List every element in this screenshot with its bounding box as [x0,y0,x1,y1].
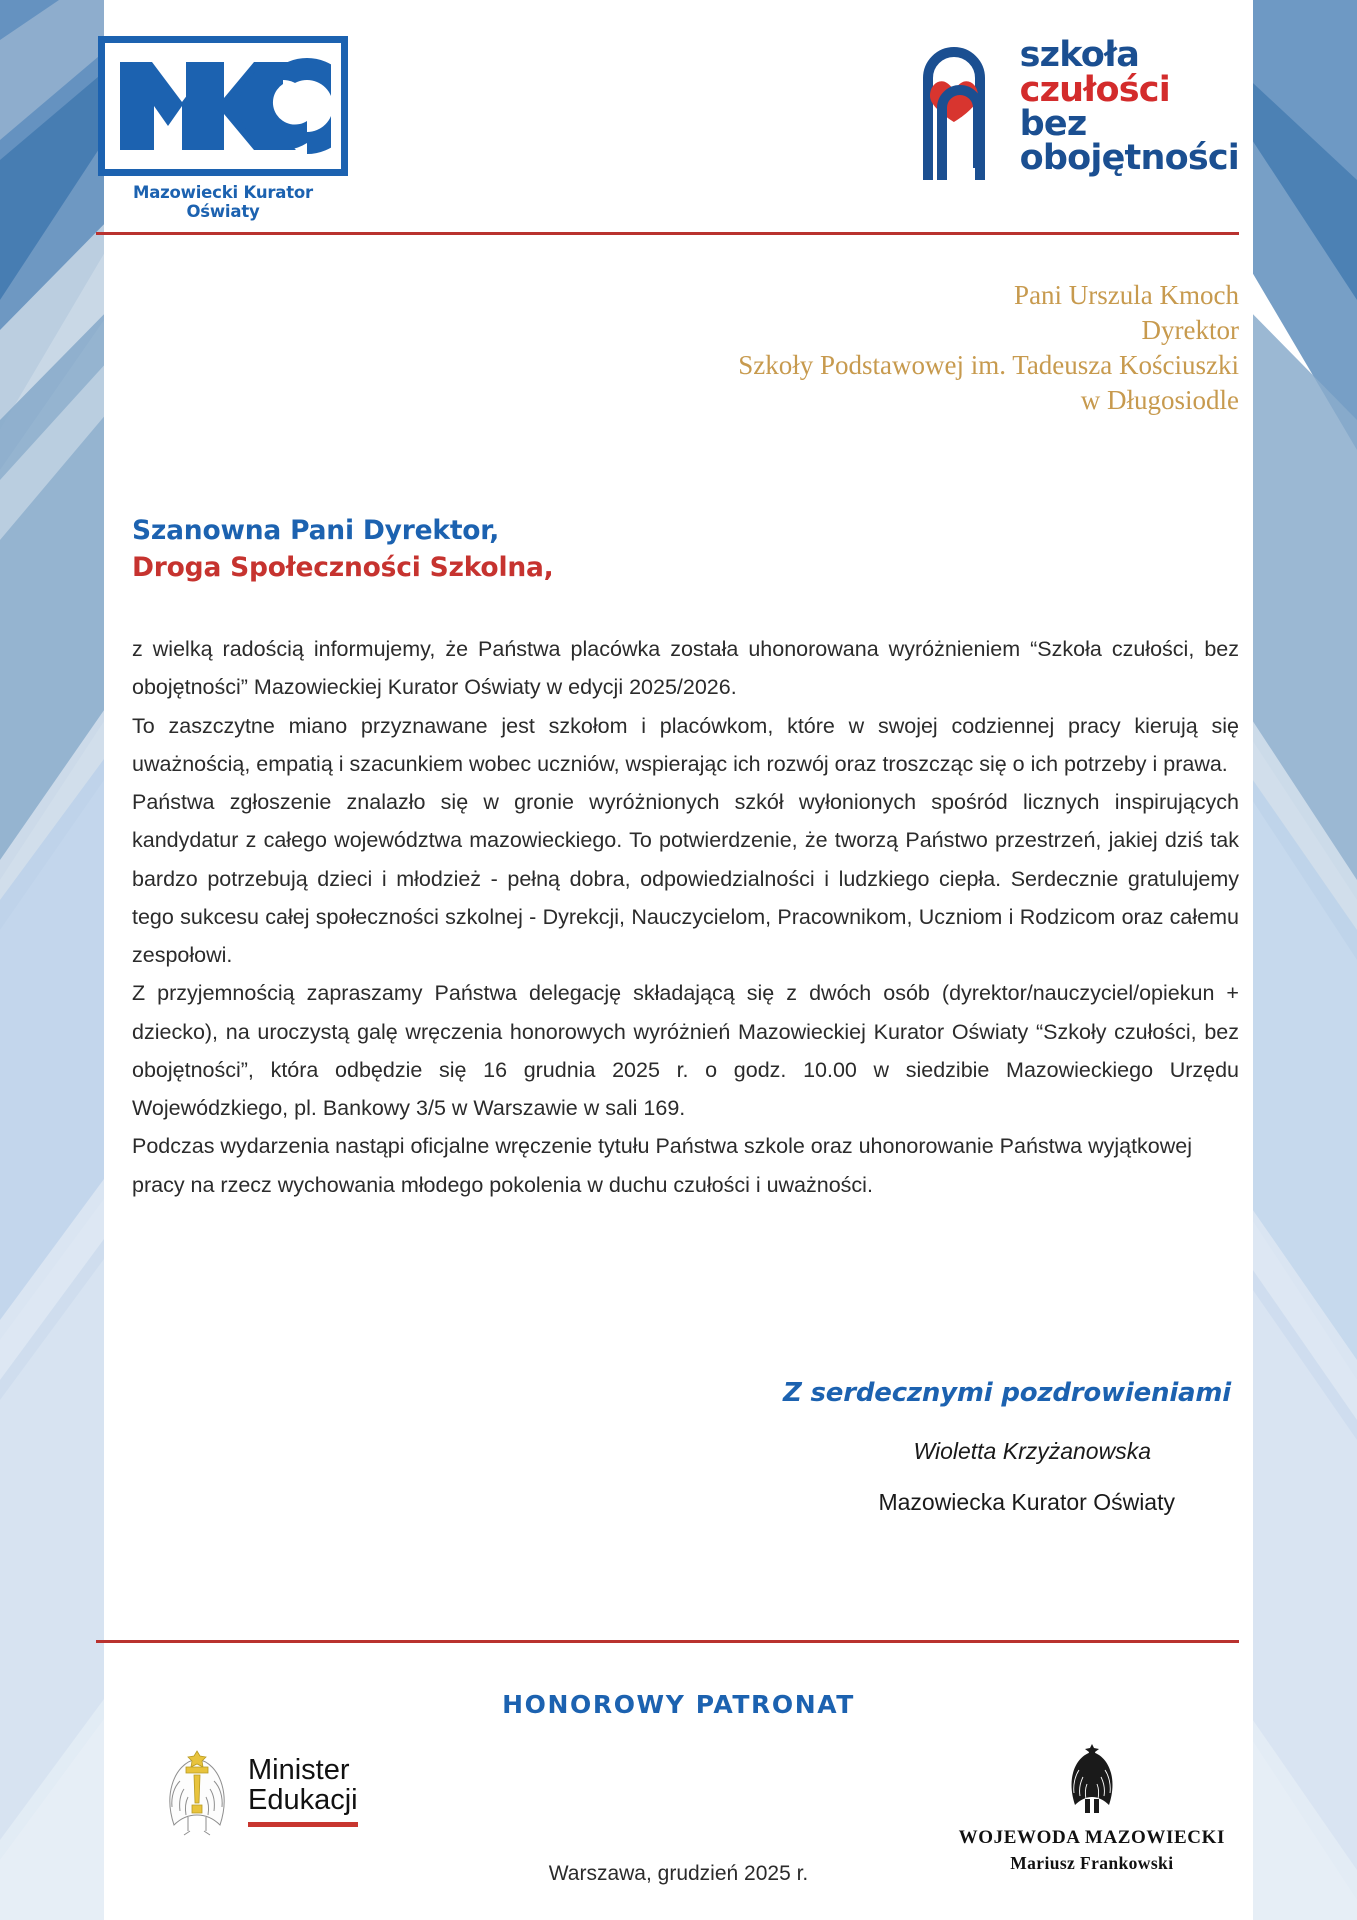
body-paragraph-5: Podczas wydarzenia nastąpi oficjalne wręczenie tytułu Państwa szkole oraz uhonorowanie Państwa wyjątkowej pracy na rzecz wychowania młodego pokolenia w duchu czułości i uważności. [132,1134,1193,1197]
salutation [132,512,554,586]
header-divider [96,232,1239,235]
address-line-4: w Długosiodle [1080,385,1239,416]
polish-eagle-emblem-icon [158,1745,236,1837]
address-line-3: Szkoły Podstawowej im. Tadeusza Kościuszki [738,350,1239,381]
campaign-logo-text [1019,35,1239,179]
sign-off: Z serdecznymi pozdrowieniami [783,1378,1231,1408]
closing-block [783,1378,1231,1516]
signature-name: Wioletta Krzyżanowska [913,1438,1151,1464]
mko-letters-icon [116,58,331,154]
patron-voivode [959,1742,1225,1874]
salutation-line-2: Droga Społeczności Szkolna, [132,552,554,584]
voivode-line-1: WOJEWODA MAZOWIECKI [958,1827,1225,1848]
decorative-band-left [0,0,118,1920]
minister-line-1: Minister [248,1753,350,1786]
footer-city: Warszawa, [548,1862,658,1885]
minister-line-2: Edukacji [248,1784,358,1816]
address-line-2: Dyrektor [1141,315,1239,346]
minister-wordmark [248,1755,358,1827]
letter-body [132,630,1239,1204]
body-paragraph-2: To zaszczytne miano przyznawane jest szkołom i placówkom, które w swojej codziennej pracy kierują się uważnością, empatią i szacunkiem wobec uczniów, wspierając ich rozwój oraz troszcząc się o ich potrzeby i prawa. [132,713,1239,776]
letterhead [98,22,1239,222]
salutation-line-1: Szanowna Pani Dyrektor, [132,515,500,546]
campaign-line-1: szkoła [1019,35,1140,76]
minister-accent-rule [248,1822,358,1827]
recipient-address [738,278,1239,418]
mko-logo-caption: Mazowiecki Kurator Oświaty [132,183,313,221]
paperclip-heart-icon [910,32,1006,182]
campaign-line-2: czułości [1019,69,1170,110]
mko-logo [98,36,368,221]
footer-date [118,1862,1239,1886]
decorative-band-right [1239,0,1357,1920]
body-paragraph-4: Z przyjemnością zapraszamy Państwa delegację składającą się z dwóch osób (dyrektor/nauczyciel/opiekun + dziecko), na uroczystą galę wręczenia honorowych wyróżnień Mazowieckiej Kurator Oświaty “Szkoły czułości, bez obojętności”, która odbędzie się 16 grudnia 2025 r. o godz. 10.00 w siedzibie Mazowieckiego Urzędu Wojewódzkiego, pl. Bankowy 3/5 w Warszawie w sali 169. [132,981,1239,1121]
signature-title: Mazowiecka Kurator Oświaty [878,1489,1175,1515]
body-paragraph-1: z wielką radością informujemy, że Państwa placówka została uhonorowana wyróżnieniem “Szkoła czułości, bez obojętności” Mazowieckiej Kurator Oświaty w edycji 2025/2026. [132,637,1239,700]
footer-date-value: grudzień 2025 r. [657,1862,809,1885]
address-line-1: Pani Urszula Kmoch [1014,280,1239,310]
campaign-logo [910,32,1239,182]
body-paragraph-3: Państwa zgłoszenie znalazło się w gronie wyróżnionych szkół wyłonionych spośród licznych inspirujących kandydatur z całego województwa mazowieckiego. To potwierdzenie, że tworzą Państwo przestrzeń, jakiej dziś tak bardzo potrzebują dzieci i młodzież - pełną dobra, odpowiedzialności i ludzkiego ciepła. Serdecznie gratulujemy tego sukcesu całej społeczności szkolnej - Dyrekcji, Nauczycielom, Pracownikom, Uczniom i Rodzicom oraz całemu zespołowi. [132,790,1239,968]
campaign-line-3: bez [1019,104,1087,144]
voivode-line-2: Mariusz Frankowski [1010,1853,1174,1873]
patron-minister [158,1745,358,1837]
patronage-title: HONOROWY PATRONAT [502,1690,855,1719]
mko-logo-mark [98,36,348,176]
letter-content [118,0,1239,1920]
campaign-line-4: obojętności [1019,138,1239,179]
polish-eagle-emblem-icon [1061,1742,1123,1816]
footer-divider [96,1640,1239,1643]
